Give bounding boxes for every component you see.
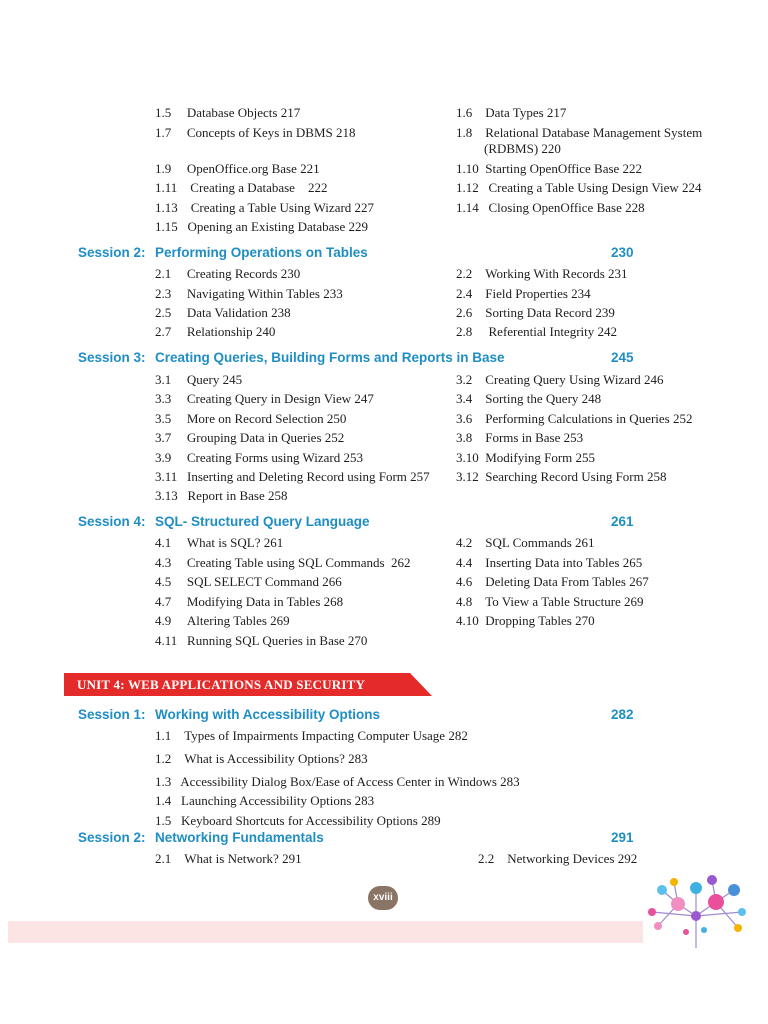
toc-entry-3-6[interactable]: 3.6 Performing Calculations in Queries 252 — [456, 411, 693, 426]
toc-entry-1-5[interactable]: 1.5 Database Objects 217 — [155, 105, 301, 120]
network-tree-icon — [644, 868, 748, 948]
toc-entry-2-5[interactable]: 2.5 Data Validation 238 — [155, 305, 291, 320]
toc-entry-2-6[interactable]: 2.6 Sorting Data Record 239 — [456, 305, 615, 320]
toc-entry-3-7[interactable]: 3.7 Grouping Data in Queries 252 — [155, 430, 345, 445]
unit4-session-2-title[interactable]: Networking Fundamentals — [155, 830, 324, 845]
toc-entry-3-1[interactable]: 3.1 Query 245 — [155, 372, 243, 387]
toc-entry-1-9[interactable]: 1.9 OpenOffice.org Base 221 — [155, 161, 320, 176]
toc-entry-1-8[interactable]: 1.8 Relational Database Management System — [456, 125, 703, 140]
toc-entry-4-9[interactable]: 4.9 Altering Tables 269 — [155, 613, 290, 628]
toc-entry-4-8[interactable]: 4.8 To View a Table Structure 269 — [456, 594, 644, 609]
toc-entry-1-15[interactable]: 1.15 Opening an Existing Database 229 — [155, 219, 369, 234]
session-2-page: 230 — [611, 245, 634, 260]
toc-entry-u4-1-3[interactable]: 1.3 Accessibility Dialog Box/Ease of Access Center in Windows 283 — [155, 774, 520, 789]
toc-entry-1-8-cont[interactable]: (RDBMS) 220 — [484, 141, 561, 156]
session-2-label: Session 2: — [78, 245, 146, 260]
toc-entry-4-6[interactable]: 4.6 Deleting Data From Tables 267 — [456, 574, 649, 589]
toc-entry-3-12[interactable]: 3.12 Searching Record Using Form 258 — [456, 469, 667, 484]
toc-entry-4-2[interactable]: 4.2 SQL Commands 261 — [456, 535, 595, 550]
session-4-title[interactable]: SQL- Structured Query Language — [155, 514, 370, 529]
footer-band — [8, 921, 643, 943]
toc-entry-u4-2-2[interactable]: 2.2 Networking Devices 292 — [478, 851, 638, 866]
toc-entry-u4-1-5[interactable]: 1.5 Keyboard Shortcuts for Accessibility Options 289 — [155, 813, 441, 828]
toc-entry-3-4[interactable]: 3.4 Sorting the Query 248 — [456, 391, 602, 406]
toc-entry-3-13[interactable]: 3.13 Report in Base 258 — [155, 488, 288, 503]
session-2-title[interactable]: Performing Operations on Tables — [155, 245, 368, 260]
toc-entry-2-7[interactable]: 2.7 Relationship 240 — [155, 324, 276, 339]
session-3-page: 245 — [611, 350, 634, 365]
toc-entry-3-3[interactable]: 3.3 Creating Query in Design View 247 — [155, 391, 374, 406]
toc-entry-u4-1-2[interactable]: 1.2 What is Accessibility Options? 283 — [155, 751, 368, 766]
toc-entry-2-3[interactable]: 2.3 Navigating Within Tables 233 — [155, 286, 343, 301]
page-number-badge: xviii — [368, 886, 398, 910]
toc-entry-4-5[interactable]: 4.5 SQL SELECT Command 266 — [155, 574, 342, 589]
toc-entry-4-4[interactable]: 4.4 Inserting Data into Tables 265 — [456, 555, 643, 570]
toc-entry-3-11[interactable]: 3.11 Inserting and Deleting Record using Form 257 — [155, 469, 430, 484]
toc-entry-3-8[interactable]: 3.8 Forms in Base 253 — [456, 430, 584, 445]
toc-entry-4-3[interactable]: 4.3 Creating Table using SQL Commands 262 — [155, 555, 411, 570]
toc-entry-1-6[interactable]: 1.6 Data Types 217 — [456, 105, 567, 120]
toc-entry-3-10[interactable]: 3.10 Modifying Form 255 — [456, 450, 596, 465]
toc-entry-3-5[interactable]: 3.5 More on Record Selection 250 — [155, 411, 347, 426]
toc-entry-2-1[interactable]: 2.1 Creating Records 230 — [155, 266, 301, 281]
session-3-label: Session 3: — [78, 350, 146, 365]
toc-entry-4-11[interactable]: 4.11 Running SQL Queries in Base 270 — [155, 633, 368, 648]
toc-entry-u4-1-4[interactable]: 1.4 Launching Accessibility Options 283 — [155, 793, 375, 808]
toc-entry-1-7[interactable]: 1.7 Concepts of Keys in DBMS 218 — [155, 125, 356, 140]
toc-entry-1-10[interactable]: 1.10 Starting OpenOffice Base 222 — [456, 161, 643, 176]
toc-entry-u4-1-1[interactable]: 1.1 Types of Impairments Impacting Computer Usage 282 — [155, 728, 468, 743]
toc-entry-2-4[interactable]: 2.4 Field Properties 234 — [456, 286, 591, 301]
unit4-session-1-label: Session 1: — [78, 707, 146, 722]
toc-entry-1-14[interactable]: 1.14 Closing OpenOffice Base 228 — [456, 200, 645, 215]
session-3-title[interactable]: Creating Queries, Building Forms and Reports in Base — [155, 350, 505, 365]
toc-entry-1-13[interactable]: 1.13 Creating a Table Using Wizard 227 — [155, 200, 375, 215]
toc-entry-2-8[interactable]: 2.8 Referential Integrity 242 — [456, 324, 618, 339]
toc-entry-4-7[interactable]: 4.7 Modifying Data in Tables 268 — [155, 594, 344, 609]
unit4-session-2-label: Session 2: — [78, 830, 146, 845]
unit4-session-1-page: 282 — [611, 707, 634, 722]
toc-entry-4-10[interactable]: 4.10 Dropping Tables 270 — [456, 613, 595, 628]
toc-entry-1-12[interactable]: 1.12 Creating a Table Using Design View 224 — [456, 180, 702, 195]
toc-entry-3-2[interactable]: 3.2 Creating Query Using Wizard 246 — [456, 372, 664, 387]
session-4-label: Session 4: — [78, 514, 146, 529]
toc-entry-2-2[interactable]: 2.2 Working With Records 231 — [456, 266, 628, 281]
session-4-page: 261 — [611, 514, 634, 529]
toc-entry-3-9[interactable]: 3.9 Creating Forms using Wizard 253 — [155, 450, 364, 465]
toc-entry-u4-2-1[interactable]: 2.1 What is Network? 291 — [155, 851, 302, 866]
toc-entry-4-1[interactable]: 4.1 What is SQL? 261 — [155, 535, 284, 550]
toc-entry-1-11[interactable]: 1.11 Creating a Database 222 — [155, 180, 328, 195]
unit4-session-2-page: 291 — [611, 830, 634, 845]
unit-4-title[interactable]: UNIT 4: WEB APPLICATIONS AND SECURITY — [77, 677, 366, 692]
unit4-session-1-title[interactable]: Working with Accessibility Options — [155, 707, 381, 722]
